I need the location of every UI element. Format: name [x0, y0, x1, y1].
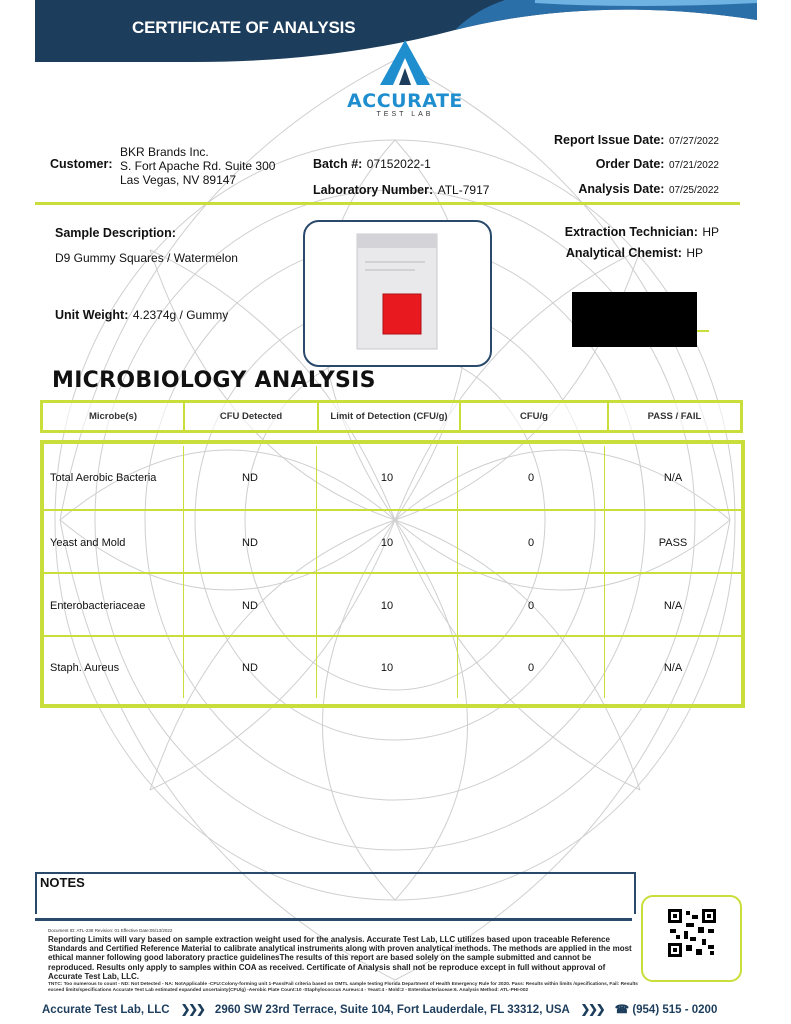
order-date-value: 07/21/2022 [668, 160, 719, 171]
col-header-microbe: Microbe(s) [43, 403, 185, 430]
batch-label: Batch #: [313, 157, 363, 171]
company-name: Accurate Test Lab, LLC [42, 1004, 170, 1016]
lab-number-field [313, 181, 489, 199]
phone-icon: ☎ [614, 1004, 630, 1016]
report-issue-label: Report Issue Date: [554, 133, 665, 147]
extraction-label: Extraction Technician: [564, 225, 698, 239]
analytical-chemist [566, 244, 703, 262]
logo-mountain-icon [380, 40, 430, 85]
analysis-date [578, 180, 719, 198]
table-row [44, 635, 741, 698]
microbe-name: Yeast and Mold [44, 511, 184, 574]
footer-divider [35, 918, 632, 921]
lab-number-value: ATL-7917 [437, 183, 490, 197]
cfu-g-cell: 0 [458, 446, 605, 509]
col-header-lod: Limit of Detection (CFU/g) [319, 403, 461, 430]
result-cell: PASS [658, 536, 688, 549]
cfu-detected-cell: ND [184, 511, 317, 574]
cfu-detected-cell: ND [184, 574, 317, 637]
company-address: 2960 SW 23rd Terrace, Suite 104, Fort Lauderdale, FL 33312, USA [214, 1004, 570, 1016]
col-header-cfu-g: CFU/g [461, 403, 609, 430]
unit-weight-field [55, 306, 228, 324]
microbe-name: Staph. Aureus [44, 637, 184, 698]
lab-number-label: Laboratory Number: [313, 183, 434, 197]
company-phone[interactable]: (954) 515 - 0200 [632, 1004, 718, 1016]
disclaimer-text: Reporting Limits will vary based on sample extraction weight used for the analysis. Accurate Test Lab, LLC utilizes based upon traceable Reference Standards and Certified Reference Material to calibrate analytical instruments along with proven analytical methods. The methods are applied in the most ethical manner following good laboratory practice guidelinesThe results of this report are based solely on the sample submitted and cannot be reproduced. Results only apply to samples within COA as received. Certificate of Analysis shall not be reproduce except in full without approval of Accurate Test Lab, LLC. [48, 935, 632, 981]
customer-street: S. Fort Apache Rd. Suite 300 [120, 159, 276, 173]
analysis-date-label: Analysis Date: [578, 182, 665, 196]
section-title: MICROBIOLOGY ANALYSIS [52, 368, 376, 393]
accurate-logo [340, 38, 470, 118]
document-info: Document ID: ATL-238 Revision: 01 Effective Date:05/13/2022 [48, 928, 173, 933]
notes-label: NOTES [40, 875, 85, 890]
qr-code-icon [668, 909, 716, 957]
fine-print: TNTC: Too numerous to count - ND: Not Detected - NA: NotApplicable -CFU:Colony-forming unit 1-Pass/Fail criteria based on OMTL sample testing Florida Department of Health Emergency Rule for 2020. Pass: Results within limits /specifications, Fail: Results exceed limits/specifications Accurate Test Lab estimated expanded uncertainty(CFU/g) -Aerobic Plate Count:10 -Staphylococcus Aureus:4 - Yeast:4 - Mold:2 - Enterobacteriaceae:6. Analysis Method: ATL-PHI-002 [48, 982, 638, 993]
customer-label: Customer: [50, 157, 113, 171]
extraction-technician [565, 223, 719, 241]
cfu-detected-cell: ND [184, 446, 317, 509]
batch-value: 07152022-1 [366, 157, 431, 171]
report-issue-date [554, 131, 719, 149]
col-header-cfu-detected: CFU Detected [185, 403, 319, 430]
unit-weight-label: Unit Weight: [55, 308, 129, 322]
header-divider [35, 202, 740, 205]
logo-name: ACCURATE [347, 90, 463, 112]
chemist-label: Analytical Chemist: [565, 246, 682, 260]
result-cell: N/A [663, 599, 683, 612]
sample-description-label: Sample Description: [55, 226, 176, 240]
cfu-g-cell: 0 [458, 511, 605, 574]
lod-cell: 10 [317, 511, 458, 574]
unit-weight-value: 4.2374g / Gummy [132, 308, 229, 322]
certificate-title: CERTIFICATE OF ANALYSIS [132, 18, 356, 37]
customer-city: Las Vegas, NV 89147 [120, 173, 237, 187]
chevrons-icon: ❯❯❯ [580, 1004, 604, 1016]
table-header [40, 400, 743, 433]
table-row [44, 509, 741, 574]
cfu-detected-cell: ND [184, 637, 317, 698]
results-table [40, 440, 745, 708]
redaction-accent [697, 330, 709, 332]
order-date [596, 155, 719, 173]
footer-contact [42, 1002, 717, 1016]
report-issue-value: 07/27/2022 [668, 136, 719, 147]
customer-name: BKR Brands Inc. [120, 145, 209, 159]
result-cell: N/A [663, 661, 683, 674]
cfu-g-cell: 0 [458, 637, 605, 698]
qr-code[interactable] [641, 895, 742, 982]
extraction-value: HP [702, 225, 719, 239]
lod-cell: 10 [317, 446, 458, 509]
chevrons-icon: ❯❯❯ [180, 1004, 204, 1016]
result-cell: N/A [663, 471, 683, 484]
cfu-g-cell: 0 [458, 574, 605, 637]
lod-cell: 10 [317, 574, 458, 637]
redacted-block [572, 292, 697, 347]
microbe-name: Total Aerobic Bacteria [44, 446, 184, 509]
microbe-name: Enterobacteriaceae [44, 574, 184, 637]
table-row [44, 446, 741, 509]
analysis-date-value: 07/25/2022 [668, 185, 719, 196]
batch-field [313, 155, 431, 173]
sample-description-value: D9 Gummy Squares / Watermelon [55, 251, 238, 265]
table-row [44, 572, 741, 637]
notes-box [35, 872, 636, 914]
lod-cell: 10 [317, 637, 458, 698]
col-header-pass-fail: PASS / FAIL [647, 411, 702, 422]
chemist-value: HP [686, 246, 703, 260]
sample-photo [303, 220, 492, 367]
logo-subtitle: TEST LAB [376, 111, 434, 118]
order-date-label: Order Date: [595, 157, 665, 171]
